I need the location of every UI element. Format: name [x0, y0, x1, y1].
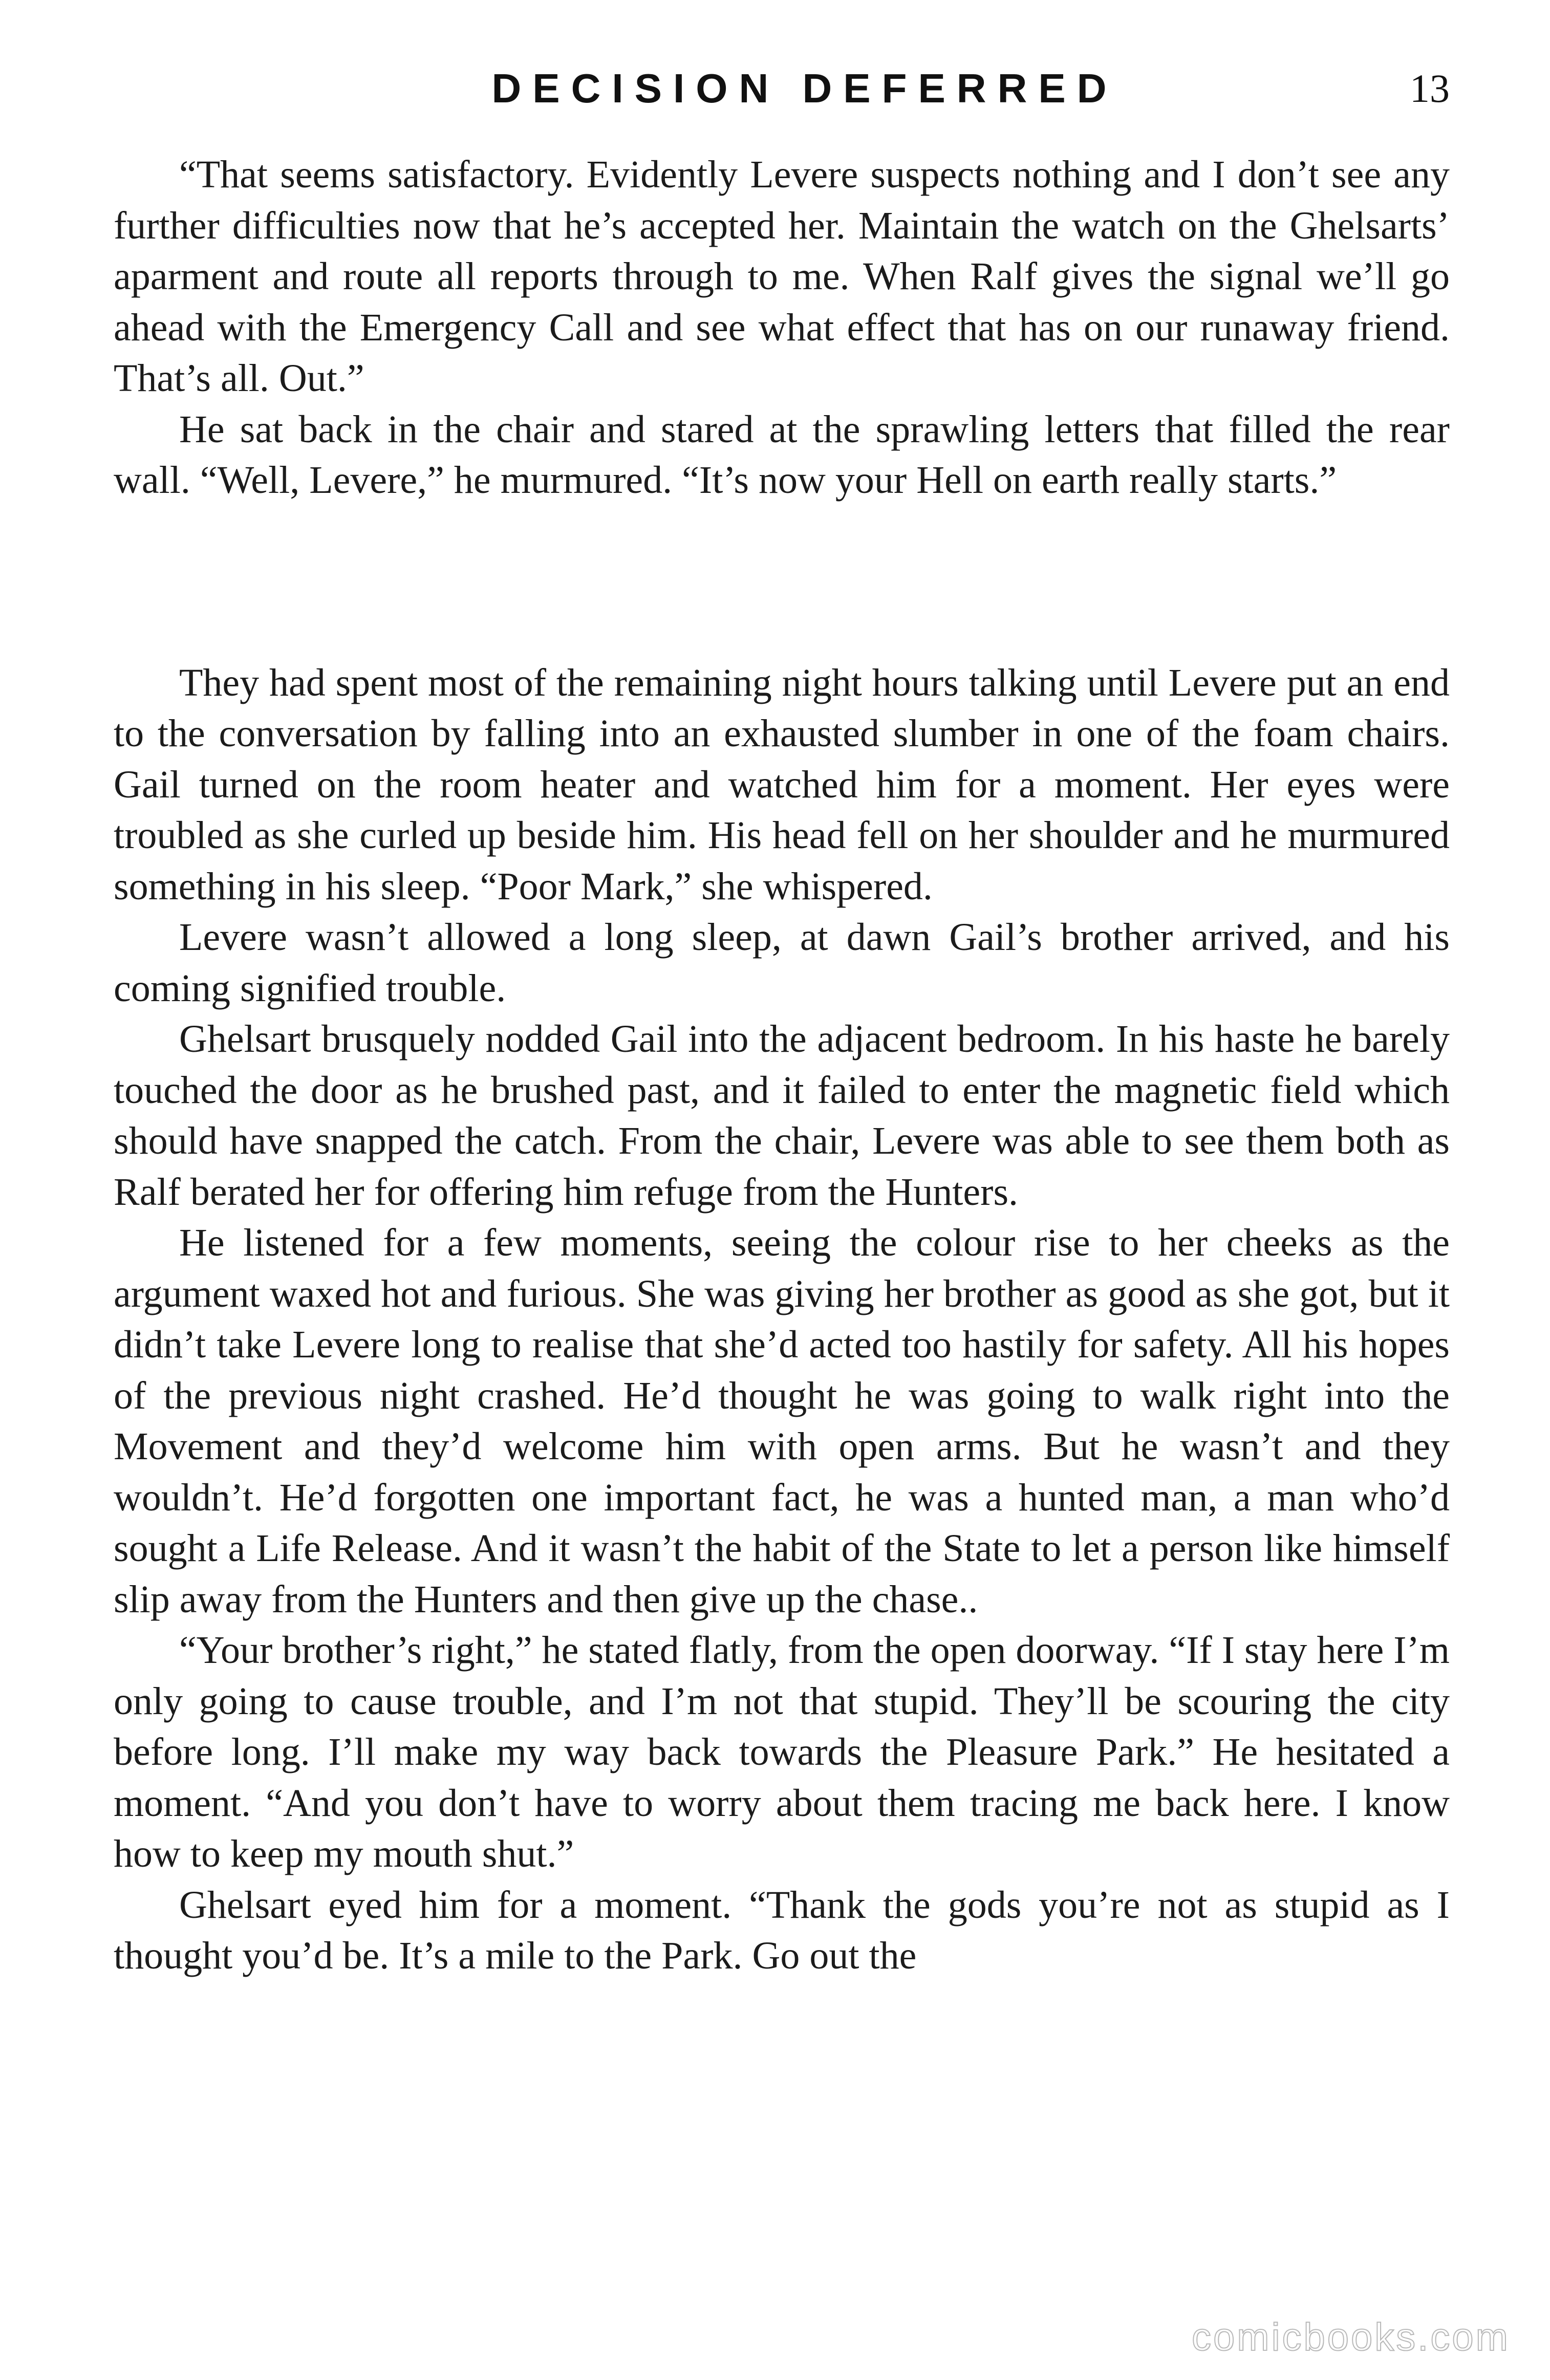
paragraph-1: “That seems satisfactory. Evidently Levere suspects nothing and I don’t see any further difficulties now that he’s accepted her. Maintain the watch on the Ghelsarts’ aparment and route all reports through to me. When Ralf gives the signal we’ll go ahead with the Emergency Call and see what effect that has on our runaway friend. That’s all. Out.” — [114, 153, 1450, 400]
paragraph-4: Levere wasn’t allowed a long sleep, at dawn Gail’s brother arrived, and his coming signified trouble. — [114, 916, 1450, 1010]
paragraph-7: “Your brother’s right,” he stated flatly, from the open doorway. “If I stay here I’m only going to cause trouble, and I’m not that stupid. They’ll be scouring the city before long. I’ll make my way back towards the Pleasure Park.” He hesitated a moment. “And you don’t have to worry about them tracing me back here. I know how to keep my mouth shut.” — [114, 1629, 1450, 1875]
paragraph-6: He listened for a few moments, seeing the colour rise to her cheeks as the argument waxed hot and furious. She was giving her brother as good as she got, but it didn’t take Levere long to realise that she’d acted too hastily for safety. All his hopes of the previous night crashed. He’d thought he was going to walk right into the Movement and they’d welcome him with open arms. But he wasn’t and they wouldn’t. He’d forgotten one important fact, he was a hunted man, a man who’d sought a Life Release. And it wasn’t the habit of the State to let a person like himself slip away from the Hunters and then give up the chase.. — [114, 1221, 1450, 1621]
paragraph-5: Ghelsart brusquely nodded Gail into the adjacent bedroom. In his haste he barely touched the door as he brushed past, and it failed to enter the magnetic field which should have snapped the catch. From the chair, Levere was able to see them both as Ralf berated her for offering him refuge from the Hunters. — [114, 1018, 1450, 1214]
paragraph-3: They had spent most of the remaining night hours talking until Levere put an end to the conversation by falling into an exhausted slumber in one of the foam chairs. Gail turned on the room heater and watched him for a moment. Her eyes were troubled as she curled up beside him. His head fell on her shoulder and he murmured something in his sleep. “Poor Mark,” she whispered. — [114, 661, 1450, 908]
running-head — [114, 60, 1450, 117]
chapter-title: DECISION DEFERRED — [491, 66, 1118, 111]
body-text — [114, 149, 1450, 1982]
paragraph-2: He sat back in the chair and stared at the sprawling letters that filled the rear wall. “Well, Levere,” he murmured. “It’s now your Hell on earth really starts.” — [114, 407, 1450, 502]
section-break — [114, 506, 1450, 658]
watermark-logo: comicbooks.com — [1192, 2316, 1510, 2359]
page-number: 13 — [1410, 66, 1450, 111]
paragraph-8: Ghelsart eyed him for a moment. “Thank the gods you’re not as stupid as I thought you’d be. It’s a mile to the Park. Go out the — [114, 1883, 1450, 1977]
